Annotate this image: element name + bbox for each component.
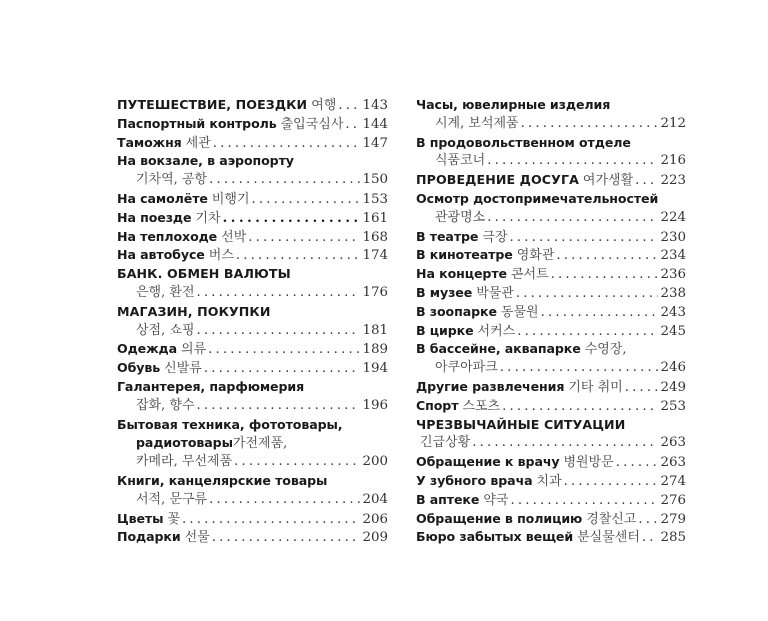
entry-title-korean: 선박 bbox=[221, 229, 247, 245]
entry-title-korean: 식품코너 bbox=[435, 153, 486, 169]
toc-column-left bbox=[117, 96, 388, 547]
entry-title-russian: В зоопарке bbox=[416, 303, 497, 319]
entry-title-korean: 약국 bbox=[483, 492, 509, 508]
entry-title-russian: На концерте bbox=[416, 266, 507, 282]
toc-entry bbox=[416, 96, 686, 115]
page-number: 263 bbox=[660, 455, 686, 471]
toc-entry bbox=[416, 152, 686, 171]
entry-title-russian: На теплоходе bbox=[117, 228, 218, 244]
toc-entry bbox=[117, 416, 388, 435]
dot-leader bbox=[616, 454, 659, 472]
toc-entry bbox=[416, 453, 686, 472]
entry-title-korean: 시계, 보석제품 bbox=[435, 115, 519, 131]
toc-entry bbox=[416, 510, 686, 529]
toc-entry bbox=[416, 265, 686, 284]
toc-entry bbox=[416, 378, 686, 397]
entry-title-russian: На поезде bbox=[117, 209, 192, 225]
entry-title-korean: 서적, 문구류 bbox=[136, 491, 208, 507]
page-number: 243 bbox=[660, 304, 686, 320]
entry-title-russian: Книги, канцелярские товары bbox=[117, 472, 328, 488]
entry-title-russian: Часы, ювелирные изделия bbox=[416, 97, 611, 112]
entry-title-korean: 긴급상황 bbox=[420, 435, 471, 451]
entry-title-korean: 기차 bbox=[195, 210, 221, 226]
page-number: 168 bbox=[362, 229, 388, 245]
entry-title-russian: В цирке bbox=[416, 322, 474, 338]
entry-title-korean: 비행기 bbox=[211, 191, 250, 207]
entry-title-korean: 여행 bbox=[311, 98, 337, 113]
entry-title-russian: На автобусе bbox=[117, 247, 205, 263]
dot-leader bbox=[642, 529, 659, 547]
entry-title-korean: 신발류 bbox=[164, 361, 202, 377]
page-number: 176 bbox=[362, 284, 388, 300]
entry-title-russian: У зубного врача bbox=[416, 472, 533, 488]
page-number: 209 bbox=[362, 530, 388, 546]
page-number: 143 bbox=[362, 98, 388, 113]
dot-leader bbox=[516, 285, 659, 303]
dot-leader bbox=[541, 304, 659, 322]
entry-title-russian: Спорт bbox=[416, 397, 459, 413]
page-number: 249 bbox=[660, 379, 686, 395]
toc-entry bbox=[416, 115, 686, 134]
entry-title-russian: БАНК. ОБМЕН ВАЛЮТЫ bbox=[117, 266, 291, 282]
toc-entry bbox=[416, 246, 686, 265]
dot-leader bbox=[521, 115, 659, 134]
dot-leader bbox=[248, 229, 360, 247]
toc-section-heading bbox=[117, 265, 388, 284]
toc-entry bbox=[117, 322, 388, 341]
entry-title-korean: 영화관 bbox=[516, 248, 555, 264]
entry-title-korean: 의류 bbox=[181, 342, 207, 358]
entry-title-russian: Таможня bbox=[117, 134, 182, 150]
page-number: 147 bbox=[362, 135, 388, 151]
entry-title-korean: 카메라, 무선제품 bbox=[136, 454, 233, 470]
entry-title-korean: 세관 bbox=[185, 135, 211, 151]
toc-entry bbox=[416, 491, 686, 510]
page-number: 150 bbox=[362, 172, 388, 188]
entry-title-russian: Бытовая техника, фототовары, bbox=[117, 416, 343, 432]
page-number: 285 bbox=[660, 530, 686, 546]
dot-leader bbox=[234, 453, 360, 472]
dot-leader bbox=[487, 152, 658, 171]
dot-leader bbox=[338, 97, 360, 115]
entry-title-korean: 꽃 bbox=[167, 511, 180, 527]
dot-leader bbox=[487, 209, 658, 228]
dot-leader bbox=[502, 398, 658, 416]
entry-title-russian: Паспортный контроль bbox=[117, 115, 277, 131]
toc-entry bbox=[117, 134, 388, 153]
page-number: 263 bbox=[660, 435, 686, 451]
toc-entry bbox=[416, 303, 686, 322]
entry-title-russian: В бассейне, аквапарке bbox=[416, 341, 581, 357]
page-number: 196 bbox=[362, 397, 388, 413]
entry-title-korean: 병원방문 bbox=[563, 455, 614, 471]
entry-title-korean: 여가생활 bbox=[582, 173, 634, 189]
entry-title-russian: Другие развлечения bbox=[416, 378, 565, 394]
entry-title-korean: 경찰신고 bbox=[586, 511, 637, 527]
entry-title-russian: Бюро забытых вещей bbox=[416, 529, 574, 545]
entry-title-korean: 아쿠아파크 bbox=[435, 360, 498, 376]
entry-title-korean: 콘서트 bbox=[510, 267, 549, 283]
toc-entry bbox=[117, 115, 388, 134]
entry-title-russian: радиотовары bbox=[136, 435, 233, 451]
dot-leader bbox=[472, 434, 658, 453]
entry-title-russian: В кинотеатре bbox=[416, 247, 513, 263]
page-number: 236 bbox=[660, 267, 686, 283]
page-number: 224 bbox=[660, 209, 686, 225]
toc-column-right bbox=[416, 96, 686, 547]
page-number: 181 bbox=[362, 322, 388, 338]
toc-entry bbox=[117, 359, 388, 378]
toc-section-heading bbox=[416, 416, 686, 435]
entry-title-russian: На самолёте bbox=[117, 190, 208, 206]
toc-entry bbox=[416, 472, 686, 491]
entry-title-russian: Подарки bbox=[117, 529, 181, 545]
dot-leader bbox=[556, 247, 658, 265]
page-number: 276 bbox=[660, 492, 686, 508]
page-number: 253 bbox=[660, 398, 686, 414]
toc-entry bbox=[117, 340, 388, 359]
entry-title-russian: МАГАЗИН, ПОКУПКИ bbox=[117, 303, 271, 319]
page-number: 204 bbox=[362, 491, 388, 507]
toc-entry bbox=[117, 378, 388, 397]
entry-title-russian: ЧРЕЗВЫЧАЙНЫЕ СИТУАЦИИ bbox=[416, 416, 626, 432]
entry-title-korean: 은행, 환전 bbox=[136, 284, 195, 300]
entry-title-korean: 가전제품, bbox=[232, 436, 288, 452]
entry-title-russian: В театре bbox=[416, 228, 479, 244]
toc-entry bbox=[416, 397, 686, 416]
toc-section-heading bbox=[416, 171, 686, 190]
entry-title-korean: 버스 bbox=[208, 248, 234, 264]
entry-title-russian: ПРОВЕДЕНИЕ ДОСУГА bbox=[416, 172, 579, 188]
dot-leader bbox=[500, 359, 659, 378]
entry-title-korean: 출입국심사 bbox=[280, 116, 344, 132]
toc-entry bbox=[416, 528, 686, 547]
toc-entry bbox=[416, 340, 686, 359]
dot-leader bbox=[204, 360, 361, 378]
page-number: 194 bbox=[362, 361, 388, 377]
entry-title-korean: 기차역, 공항 bbox=[136, 172, 208, 188]
entry-title-russian: В продовольственном отделе bbox=[416, 134, 631, 150]
dot-leader bbox=[212, 529, 361, 547]
toc-section-heading bbox=[117, 96, 388, 115]
toc-entry bbox=[117, 510, 388, 529]
dot-leader bbox=[197, 322, 361, 341]
entry-title-korean: 치과 bbox=[536, 473, 562, 489]
entry-title-korean: 극장 bbox=[482, 229, 508, 245]
page-number: 230 bbox=[660, 229, 686, 245]
dot-leader bbox=[638, 511, 658, 529]
toc-section-heading bbox=[117, 303, 388, 322]
toc-entry bbox=[416, 190, 686, 209]
entry-title-korean: 스포츠 bbox=[462, 398, 501, 414]
toc-entry bbox=[416, 284, 686, 303]
toc-entry bbox=[416, 322, 686, 341]
toc-entry bbox=[117, 171, 388, 190]
dot-leader bbox=[345, 116, 360, 134]
entry-title-korean: 선물 bbox=[184, 530, 210, 546]
toc-entry bbox=[117, 246, 388, 265]
toc-entry bbox=[117, 491, 388, 510]
entry-title-russian: В аптеке bbox=[416, 491, 480, 507]
entry-title-russian: ПУТЕШЕСТВИЕ, ПОЕЗДКИ bbox=[117, 97, 308, 112]
page-number: 223 bbox=[660, 173, 686, 189]
entry-title-russian: Обувь bbox=[117, 360, 161, 376]
entry-title-russian: В музее bbox=[416, 284, 473, 300]
entry-title-korean: 관광명소 bbox=[435, 209, 486, 225]
dot-leader bbox=[182, 511, 360, 529]
toc-entry bbox=[117, 472, 388, 491]
toc-entry bbox=[416, 228, 686, 247]
page-number: 206 bbox=[362, 511, 388, 527]
entry-title-russian: Одежда bbox=[117, 341, 178, 357]
page-number: 153 bbox=[362, 191, 388, 207]
page-number: 161 bbox=[362, 210, 388, 226]
toc-entry bbox=[117, 152, 388, 171]
entry-title-korean: 기타 취미 bbox=[568, 379, 623, 395]
entry-title-russian: Галантерея, парфюмерия bbox=[117, 378, 305, 394]
toc-entry bbox=[117, 434, 388, 453]
toc-entry bbox=[416, 434, 686, 453]
dot-leader bbox=[223, 210, 361, 228]
dot-leader bbox=[517, 323, 658, 341]
page-number: 274 bbox=[660, 473, 686, 489]
toc-entry bbox=[416, 359, 686, 378]
dot-leader bbox=[252, 191, 361, 209]
page-number: 246 bbox=[660, 360, 686, 376]
page-number: 234 bbox=[660, 248, 686, 264]
toc-entry bbox=[117, 528, 388, 547]
page-number: 189 bbox=[362, 342, 388, 358]
dot-leader bbox=[197, 397, 361, 416]
entry-title-russian: На вокзале, в аэропорту bbox=[117, 153, 294, 169]
entry-title-russian: Осмотр достопримечательностей bbox=[416, 190, 659, 206]
dot-leader bbox=[208, 341, 360, 359]
page-number: 216 bbox=[660, 153, 686, 169]
toc-entry bbox=[117, 284, 388, 303]
page-number: 238 bbox=[660, 285, 686, 301]
dot-leader bbox=[213, 135, 361, 153]
entry-title-korean: 분실물센터 bbox=[577, 530, 640, 546]
dot-leader bbox=[510, 229, 659, 247]
page-number: 245 bbox=[660, 323, 686, 339]
dot-leader bbox=[551, 266, 659, 284]
toc-entry bbox=[117, 453, 388, 472]
page-number: 279 bbox=[660, 511, 686, 527]
toc-entry bbox=[117, 190, 388, 209]
dot-leader bbox=[564, 473, 659, 491]
dot-leader bbox=[236, 247, 361, 265]
page-number: 212 bbox=[660, 115, 686, 131]
dot-leader bbox=[209, 491, 360, 510]
entry-title-korean: 잡화, 향수 bbox=[136, 397, 195, 413]
page-number: 174 bbox=[362, 248, 388, 264]
entry-title-korean: 동물원 bbox=[500, 304, 539, 320]
entry-title-russian: Обращение к врачу bbox=[416, 454, 560, 470]
dot-leader bbox=[625, 379, 659, 397]
entry-title-korean: 수영장, bbox=[584, 342, 627, 358]
toc-entry bbox=[117, 397, 388, 416]
toc-entry bbox=[117, 228, 388, 247]
dot-leader bbox=[209, 171, 360, 190]
page-number: 200 bbox=[362, 454, 388, 470]
entry-title-russian: Обращение в полицию bbox=[416, 510, 583, 526]
entry-title-korean: 상점, 쇼핑 bbox=[136, 322, 195, 338]
dot-leader bbox=[510, 492, 658, 510]
dot-leader bbox=[635, 172, 658, 190]
toc-entry bbox=[416, 209, 686, 228]
entry-title-korean: 서커스 bbox=[477, 323, 516, 339]
toc-entry bbox=[117, 209, 388, 228]
dot-leader bbox=[197, 284, 361, 303]
toc-entry bbox=[416, 134, 686, 153]
page-number: 144 bbox=[362, 116, 388, 132]
entry-title-korean: 박물관 bbox=[476, 285, 514, 301]
entry-title-russian: Цветы bbox=[117, 510, 164, 526]
